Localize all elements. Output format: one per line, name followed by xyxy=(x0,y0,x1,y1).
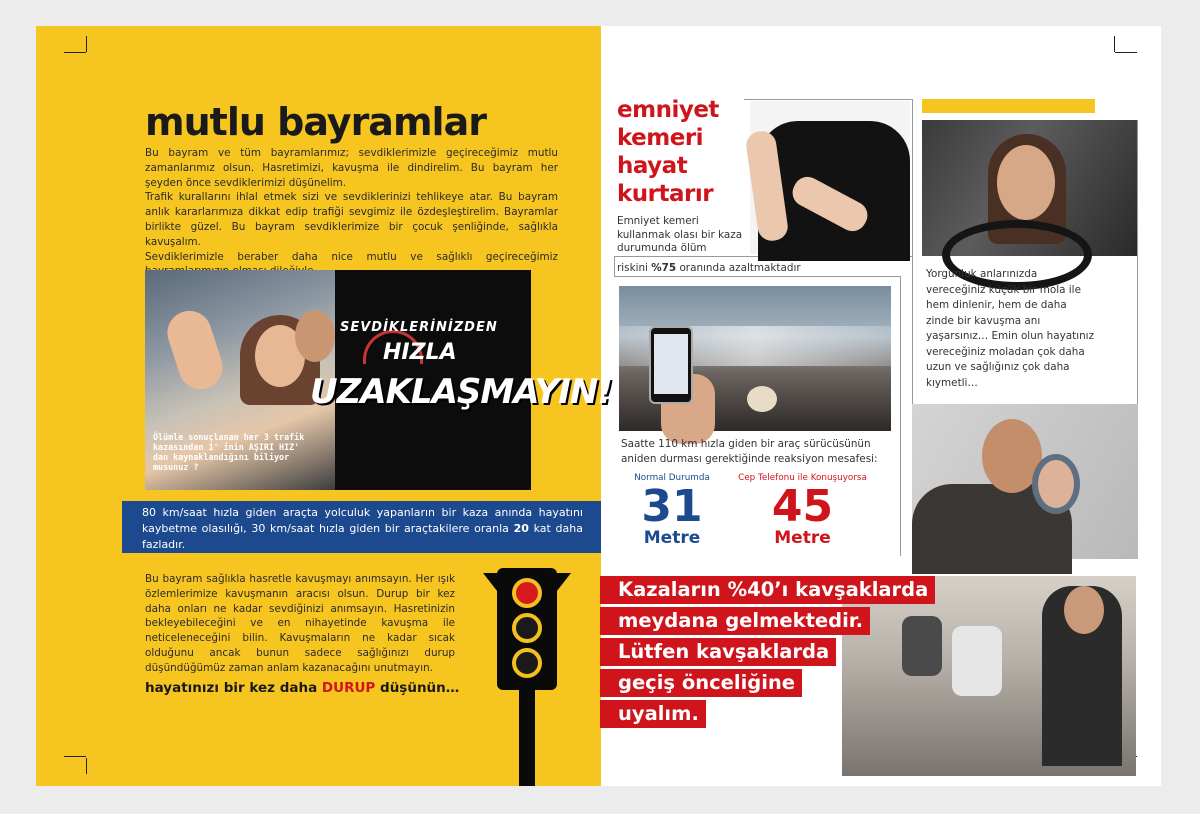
seatbelt-photo xyxy=(750,101,910,254)
seatbelt-title: emniyet kemeri hayat kurtarır xyxy=(617,97,719,207)
stat-unit: Metre xyxy=(774,528,831,548)
phone-driving-photo xyxy=(619,286,891,431)
ad-caption: Ölümle sonuçlanan her 3 trafik kazasından 1' inin AŞIRI HIZ' dan kaynaklandığını biliyor musunuz ? xyxy=(153,432,305,472)
slogan-line: geçiş önceliğine xyxy=(600,669,802,697)
durup-slogan: hayatınızı bir kez daha DURUP düşünün… xyxy=(145,680,460,696)
stat-normal xyxy=(622,473,722,547)
frame-line xyxy=(614,256,615,276)
stat-phone xyxy=(730,473,875,547)
tired-driver-photo xyxy=(922,120,1137,256)
ad-headline-2: HIZLA xyxy=(383,340,457,365)
stat-value: 31 xyxy=(641,481,703,532)
speed-ad-banner xyxy=(145,270,612,490)
crop-mark xyxy=(86,36,87,52)
stat-unit: Metre xyxy=(643,528,701,548)
crop-mark xyxy=(64,52,86,53)
frame-line xyxy=(912,256,913,404)
frame-line xyxy=(900,276,901,556)
frame-line xyxy=(744,99,913,100)
stat-label: Normal Durumda xyxy=(634,473,710,483)
accent-bar xyxy=(922,99,1095,113)
intro-text xyxy=(145,146,558,279)
stat-value: 45 xyxy=(771,481,834,532)
reaction-distance-text: Saatte 110 km hızla giden bir araç sürücüsünün aniden durması gerektiğinde reaksiyon mesafesi: xyxy=(621,438,878,465)
speed-fact-text-end: kat daha fazladır. xyxy=(142,522,583,551)
crop-mark xyxy=(1115,52,1137,53)
crop-mark xyxy=(1114,36,1115,52)
traffic-light-yellow xyxy=(512,613,542,643)
ad-headline-3: UZAKLAŞMAYIN! xyxy=(310,372,612,412)
traffic-light-green xyxy=(512,648,542,678)
durup-highlight: DURUP xyxy=(321,680,376,696)
fatigue-text: Yorgunluk anlarınızda vereceğiniz küçük bir mola ile hem dinlenir, hem de daha zinde bir kavuşma anı yaşarsınız… Emin olun hayatınız vereceğiniz moladan çok daha uzun ve sağlığınız çok daha kıymetli… xyxy=(926,268,1095,389)
traffic-light-pole xyxy=(519,688,535,786)
seatbelt-stat: riskini %75 oranında azaltmaktadır xyxy=(617,262,801,274)
slogan-line: Lütfen kavşaklarda xyxy=(600,638,836,666)
intersection-slogan xyxy=(600,576,935,731)
frame-line xyxy=(1137,120,1138,404)
stat-label: Cep Telefonu ile Konuşuyorsa xyxy=(738,473,867,483)
intro-paragraph: Bu bayram ve tüm bayramlarımız; sevdiklerimizle geçireceğimiz mutlu zamanlarımız olsun. Hasretimizi, kavuşma ile dindirelim. Bu bayram her şeyden önce sevdiklerimizi düşünelim. xyxy=(145,147,558,189)
frame-line xyxy=(912,99,913,256)
outro-text: Bu bayram sağlıkla hasretle kavuşmayı anımsayın. Her ışık özlemlerimize kavuşmanın aracısı olsun. Durup bir kez daha onları ne kadar sevdiğinizi anımsayın. Hasretinizin bekleyebileceğini ve en nihayetinde kavuşma ile neticeleneceğini bilin. Kavuşmaların ne kadar sıcak olduğunu ancak bunun sadece sağlığınızı durup düşündüğümüz zaman anlam kazanacağını unutmayın. xyxy=(145,573,455,674)
crop-mark xyxy=(86,758,87,774)
ad-headline-1: SEVDİKLERİNİZDEN xyxy=(340,320,498,335)
frame-line xyxy=(614,276,900,277)
speed-fact-text: 80 km/saat hızla giden araçta yolculuk yapanların bir kaza anında hayatını kaybetme olasılığı, 30 km/saat hızla giden bir araçtakilere oranla xyxy=(142,506,583,535)
slogan-line: uyalım. xyxy=(600,700,706,728)
speed-fact-number: 20 xyxy=(513,522,529,535)
crop-mark xyxy=(64,756,86,757)
family-hug-photo xyxy=(912,404,1138,559)
slogan-line: meydana gelmektedir. xyxy=(600,607,870,635)
intro-paragraph: Trafik kurallarını ihlal etmek sizi ve sevdiklerinizi tehlikeye atar. Bu bayram anlık kararlarımıza dikkat edip trafiği sevgimiz ile özdeşleştirelim. Bayramlar birlikte güzel. Bu bayram sevdiklerimize bir çocuk şenliğinde, sağlıkla kavuşalım. xyxy=(145,191,558,248)
seatbelt-text: Emniyet kemeri kullanmak olası bir kaza durumunda ölüm xyxy=(617,215,743,254)
intro-paragraph: Sevdiklerimizle beraber daha nice mutlu ve sağlıklı geçireceğimiz xyxy=(145,250,558,263)
page-title: mutlu bayramlar xyxy=(145,100,486,144)
speed-fact-box xyxy=(122,501,601,553)
slogan-line: Kazaların %40’ı kavşaklarda xyxy=(600,576,935,604)
traffic-light-red xyxy=(512,578,542,608)
